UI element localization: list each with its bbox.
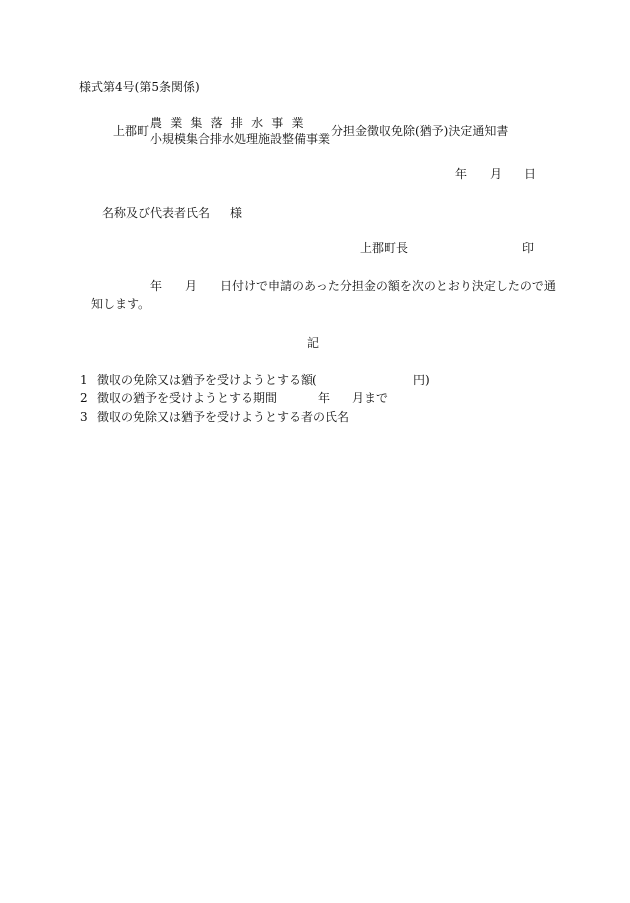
issuer-title: 上郡町長: [360, 241, 409, 255]
body-year-label: 年: [150, 279, 163, 293]
date-year-label: 年: [455, 167, 468, 181]
item-2-until-label: 月まで: [352, 391, 389, 405]
item-2-text: 徴収の猶予を受けようとする期間: [97, 391, 278, 405]
title-project-line2: 小規模集合排水処理施設整備事業: [150, 132, 331, 146]
form-number: 様式第4号(第5条関係): [79, 80, 200, 94]
addressee-honorific: 様: [230, 206, 243, 220]
body-text-line1: 日付けで申請のあった分担金の額を次のとおり決定したので通: [220, 279, 556, 293]
date-month-label: 月: [490, 167, 503, 181]
item-1-number: 1: [80, 373, 88, 387]
item-3-text: 徴収の免除又は猶予を受けようとする者の氏名: [97, 410, 350, 424]
body-text-line2: 知します。: [91, 297, 151, 311]
item-2-year-label: 年: [318, 391, 331, 405]
date-day-label: 日: [524, 167, 537, 181]
title-project-line1: 農 業 集 落 排 水 事 業: [150, 116, 306, 130]
body-month-label: 月: [185, 279, 198, 293]
ki-heading: 記: [307, 336, 320, 350]
item-3-number: 3: [80, 410, 88, 424]
title-town: 上郡町: [113, 124, 150, 138]
item-1-open-paren: (: [312, 373, 317, 387]
item-1-close-yen: 円): [413, 373, 430, 387]
addressee-label: 名称及び代表者氏名: [102, 206, 211, 220]
issuer-seal: 印: [522, 241, 535, 255]
item-2-number: 2: [80, 391, 88, 405]
title-rest: 分担金徴収免除(猶予)決定通知書: [331, 124, 509, 138]
item-1-text: 徴収の免除又は猶予を受けようとする額: [97, 373, 314, 387]
